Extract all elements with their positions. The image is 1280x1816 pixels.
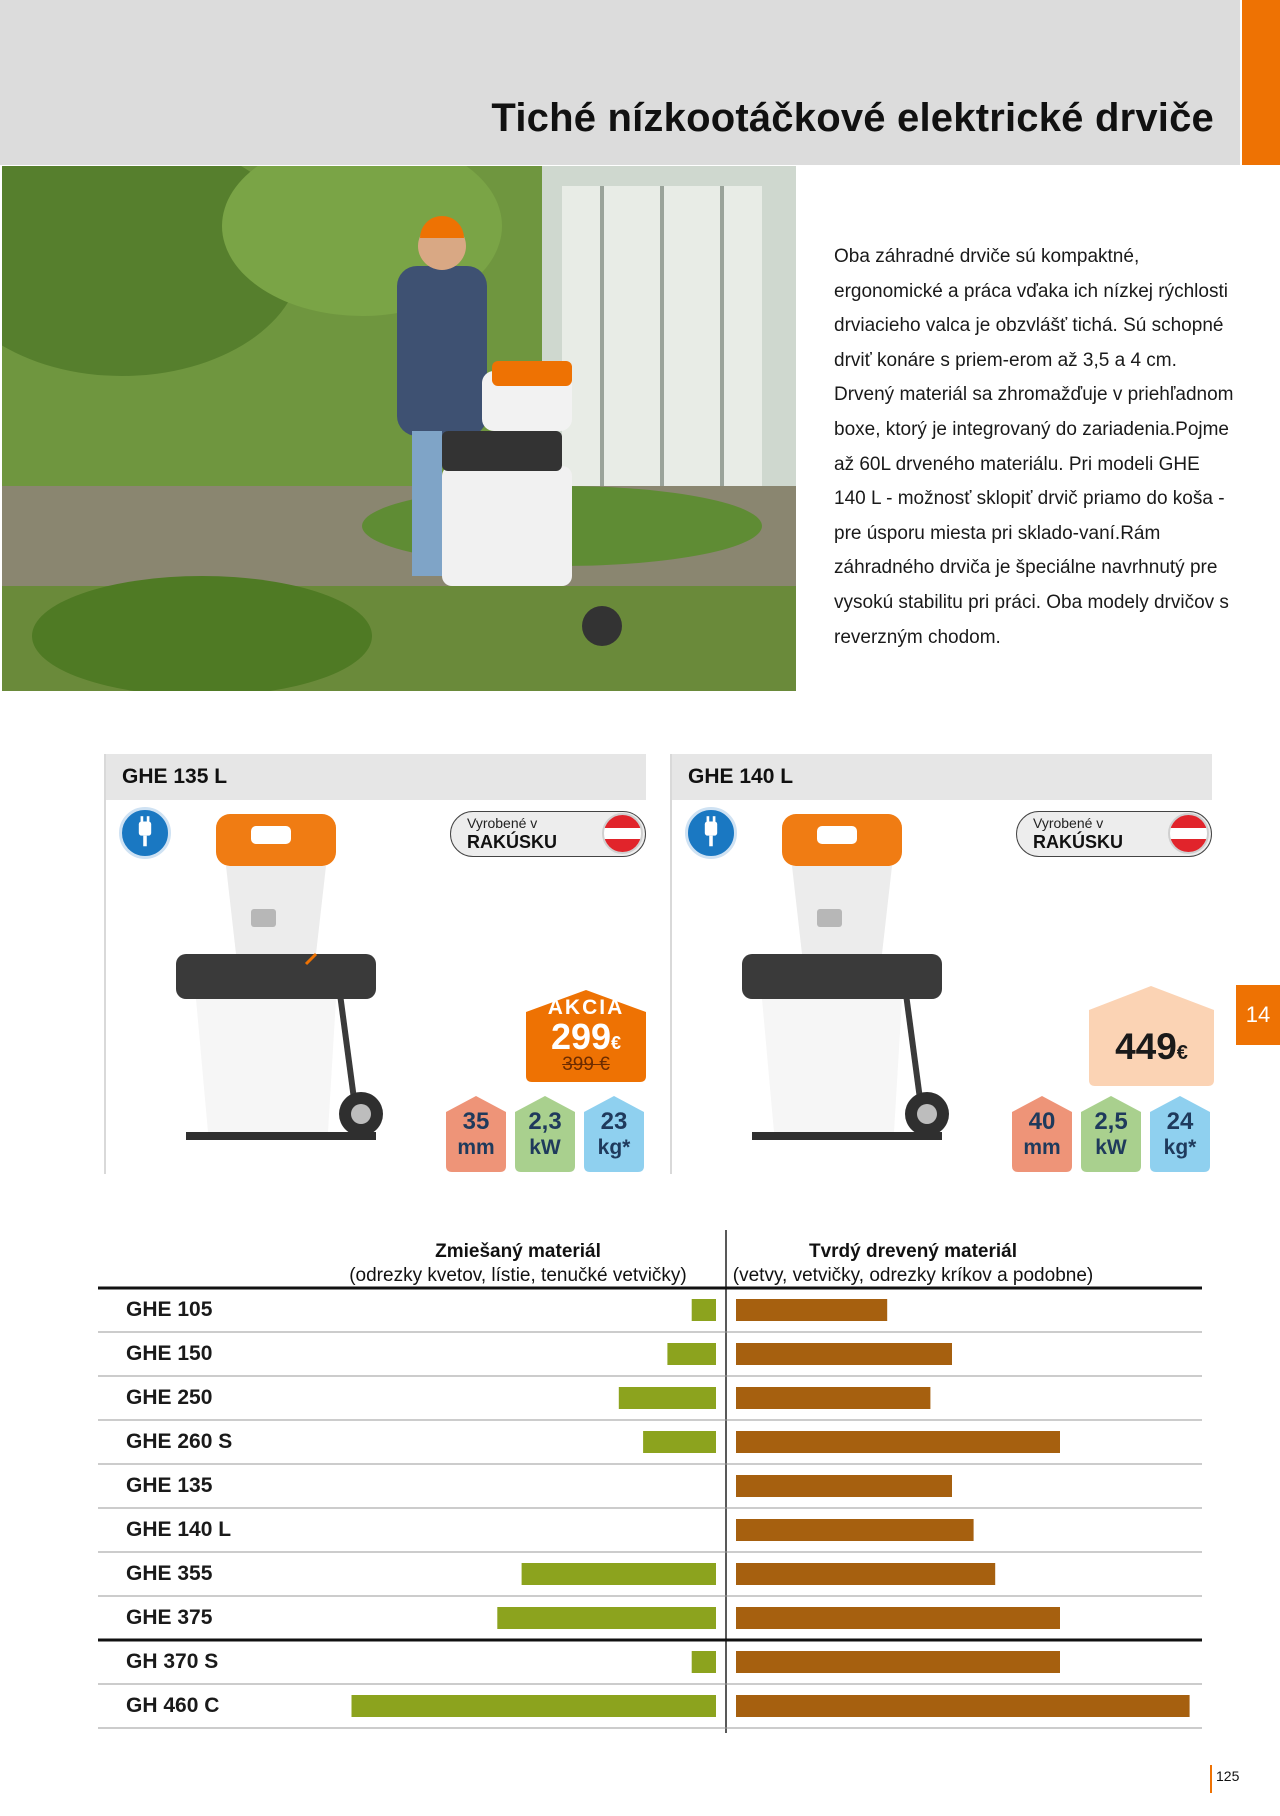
hard-material-bar bbox=[736, 1431, 1060, 1453]
mixed-material-bar bbox=[619, 1387, 716, 1409]
chart-row-label: GHE 105 bbox=[126, 1298, 213, 1321]
spec-weight bbox=[584, 1096, 644, 1172]
austria-flag-icon bbox=[602, 813, 643, 854]
chapter-tab: 14 bbox=[1236, 985, 1280, 1045]
mixed-material-header bbox=[328, 1240, 708, 1288]
mixed-material-bar bbox=[643, 1431, 716, 1453]
series-name: Tvrdý drevený materiál bbox=[808, 1241, 1018, 1262]
hard-material-bar bbox=[736, 1299, 887, 1321]
mixed-material-bar bbox=[667, 1343, 716, 1365]
orange-corner-tab bbox=[1242, 0, 1280, 165]
hard-material-bar bbox=[736, 1519, 974, 1541]
hard-material-bar bbox=[736, 1695, 1190, 1717]
hero-photo bbox=[2, 166, 796, 691]
chart-row-label: GHE 135 bbox=[126, 1474, 213, 1497]
page-number: 125 bbox=[1216, 1768, 1240, 1784]
spec-unit: kW bbox=[529, 1136, 561, 1159]
hard-material-bar bbox=[736, 1651, 1060, 1673]
spec-value: 23 bbox=[600, 1108, 628, 1135]
badge-country: RAKÚSKU bbox=[467, 832, 557, 852]
product-card-ghe-135-l bbox=[104, 754, 649, 1174]
austria-flag-icon bbox=[1168, 813, 1209, 854]
spec-unit: mm bbox=[457, 1136, 495, 1159]
chart-canvas bbox=[98, 1230, 1202, 1740]
page-number-rule bbox=[1210, 1765, 1212, 1793]
hard-material-bar bbox=[736, 1387, 930, 1409]
material-comparison-chart bbox=[98, 1230, 1202, 1740]
product-name: GHE 140 L bbox=[672, 754, 1212, 800]
mixed-material-bar bbox=[692, 1651, 716, 1673]
series-subtitle: (vetvy, vetvičky, odrezky kríkov a podobne) bbox=[732, 1265, 1094, 1286]
mixed-material-bar bbox=[497, 1607, 716, 1629]
spec-diameter bbox=[1012, 1096, 1072, 1172]
spec-unit: kg* bbox=[597, 1136, 631, 1159]
spec-value: 40 bbox=[1028, 1108, 1056, 1135]
hard-material-bar bbox=[736, 1607, 1060, 1629]
product-card-ghe-140-l bbox=[670, 754, 1215, 1174]
price-tag bbox=[1089, 986, 1214, 1086]
shredder-image bbox=[156, 814, 396, 1164]
hard-material-header bbox=[723, 1240, 1103, 1288]
price-currency: € bbox=[611, 1033, 622, 1053]
spec-unit: kg* bbox=[1163, 1136, 1197, 1159]
series-subtitle: (odrezky kvetov, lístie, tenučké vetvičky) bbox=[349, 1265, 687, 1286]
hard-material-bar bbox=[736, 1343, 952, 1365]
page-title: Tiché nízkootáčkové elektrické drviče bbox=[491, 96, 1214, 140]
spec-weight bbox=[1150, 1096, 1210, 1172]
chart-row-label: GHE 250 bbox=[126, 1386, 213, 1409]
sale-label: AKCIA bbox=[547, 996, 625, 1019]
mixed-material-bar bbox=[522, 1563, 716, 1585]
old-price: 399 € bbox=[562, 1054, 610, 1075]
series-name: Zmiešaný materiál bbox=[435, 1241, 601, 1262]
spec-value: 24 bbox=[1166, 1108, 1194, 1135]
chart-row-label: GH 370 S bbox=[126, 1650, 219, 1673]
mixed-material-bar bbox=[692, 1299, 716, 1321]
regular-price bbox=[1089, 1026, 1214, 1068]
badge-small-text: Vyrobené v bbox=[1033, 815, 1104, 831]
sale-price-tag bbox=[526, 990, 646, 1082]
intro-paragraph: Oba záhradné drviče sú kompaktné, ergonomické a práca vďaka ich nízkej rýchlosti drviacieho valca je obzvlášť tichá. Sú schopné drviť konáre s priem-erom až 3,5 a 4 cm. Drvený materiál sa zhromažďuje v priehľadnom boxe, ktorý je integrovaný do zariadenia.Pojme až 60L drveného materiálu. Pri modeli GHE 140 L - možnosť sklopiť drvič priamo do koša - pre úsporu miesta pri sklado-vaní.Rám záhradného drviča je špeciálne navrhnutý pre vysokú stabilitu pri práci. Oba modely drvičov s reverzným chodom. bbox=[834, 246, 1234, 648]
spec-value: 35 bbox=[462, 1108, 490, 1135]
spec-power bbox=[515, 1096, 575, 1172]
spec-unit: kW bbox=[1095, 1136, 1127, 1159]
product-name: GHE 135 L bbox=[106, 754, 646, 800]
spec-unit: mm bbox=[1023, 1136, 1061, 1159]
price-amount: 449 bbox=[1115, 1026, 1177, 1067]
chart-row-label: GHE 150 bbox=[126, 1342, 213, 1365]
made-in-austria-badge bbox=[1016, 811, 1212, 857]
hard-material-bar bbox=[736, 1563, 995, 1585]
price-amount: 299 bbox=[550, 1016, 612, 1057]
price-currency: € bbox=[1176, 1042, 1188, 1064]
chart-row-label: GHE 375 bbox=[126, 1606, 213, 1629]
spec-value: 2,3 bbox=[528, 1108, 562, 1135]
chart-row-label: GHE 355 bbox=[126, 1562, 213, 1585]
sale-price bbox=[526, 1016, 646, 1058]
spec-diameter bbox=[446, 1096, 506, 1172]
badge-small-text: Vyrobené v bbox=[467, 815, 538, 831]
hard-material-bar bbox=[736, 1475, 952, 1497]
badge-country: RAKÚSKU bbox=[1033, 832, 1123, 852]
chart-row-label: GH 460 C bbox=[126, 1694, 220, 1717]
made-in-austria-badge bbox=[450, 811, 646, 857]
chart-row-label: GHE 260 S bbox=[126, 1430, 233, 1453]
chart-row-label: GHE 140 L bbox=[126, 1518, 232, 1541]
spec-value: 2,5 bbox=[1094, 1108, 1128, 1135]
spec-power bbox=[1081, 1096, 1141, 1172]
mixed-material-bar bbox=[352, 1695, 717, 1717]
shredder-image bbox=[722, 814, 962, 1164]
